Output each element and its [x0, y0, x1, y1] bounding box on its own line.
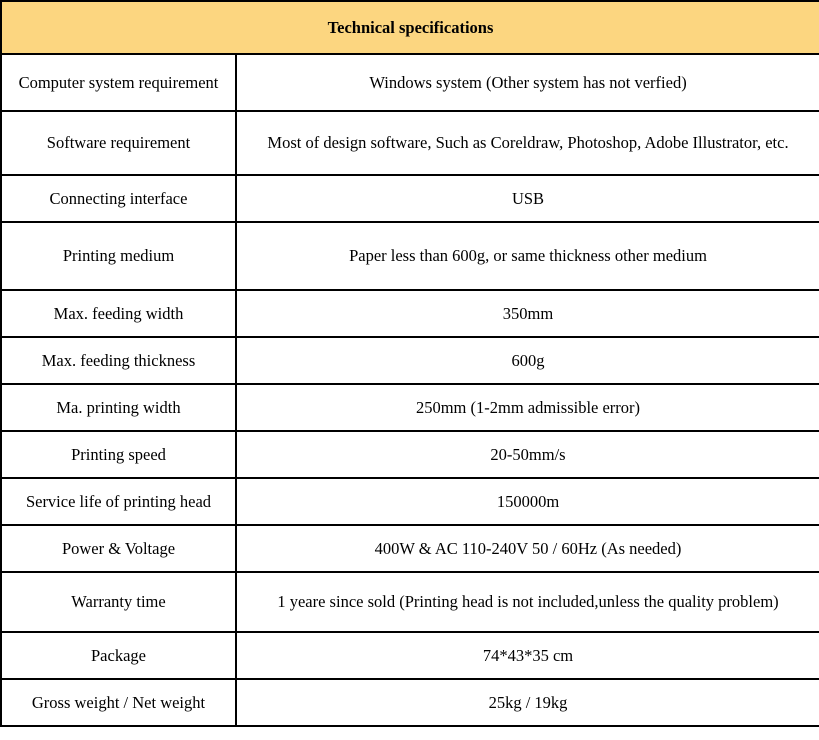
spec-label: Printing medium	[1, 222, 236, 290]
spec-label: Max. feeding width	[1, 290, 236, 337]
table-row	[1, 632, 819, 679]
spec-value: USB	[236, 175, 819, 222]
page-title: Technical specifications	[1, 1, 819, 54]
spec-label: Power & Voltage	[1, 525, 236, 572]
table-row	[1, 54, 819, 111]
table-row	[1, 222, 819, 290]
table-row	[1, 337, 819, 384]
spec-label: Gross weight / Net weight	[1, 679, 236, 726]
spec-value: 1 yeare since sold (Printing head is not included,unless the quality problem)	[236, 572, 819, 632]
spec-value: 20-50mm/s	[236, 431, 819, 478]
table-row	[1, 290, 819, 337]
table-row	[1, 525, 819, 572]
spec-value: 250mm (1-2mm admissible error)	[236, 384, 819, 431]
table-row	[1, 384, 819, 431]
table-row	[1, 478, 819, 525]
spec-value: Most of design software, Such as Coreldraw, Photoshop, Adobe Illustrator, etc.	[236, 111, 819, 175]
spec-value: 25kg / 19kg	[236, 679, 819, 726]
spec-label: Warranty time	[1, 572, 236, 632]
spec-label: Connecting interface	[1, 175, 236, 222]
title-row	[1, 1, 819, 54]
spec-value: 150000m	[236, 478, 819, 525]
spec-label: Computer system requirement	[1, 54, 236, 111]
table-row	[1, 431, 819, 478]
spec-value: 400W & AC 110-240V 50 / 60Hz (As needed)	[236, 525, 819, 572]
spec-label: Max. feeding thickness	[1, 337, 236, 384]
table-row	[1, 175, 819, 222]
spec-value: Windows system (Other system has not verfied)	[236, 54, 819, 111]
spec-label: Ma. printing width	[1, 384, 236, 431]
spec-value: 600g	[236, 337, 819, 384]
table-row	[1, 572, 819, 632]
spec-label: Package	[1, 632, 236, 679]
table-row	[1, 111, 819, 175]
table-row	[1, 679, 819, 726]
spec-value: 350mm	[236, 290, 819, 337]
spec-label: Service life of printing head	[1, 478, 236, 525]
spec-value: Paper less than 600g, or same thickness other medium	[236, 222, 819, 290]
spec-value: 74*43*35 cm	[236, 632, 819, 679]
spec-label: Software requirement	[1, 111, 236, 175]
spec-label: Printing speed	[1, 431, 236, 478]
